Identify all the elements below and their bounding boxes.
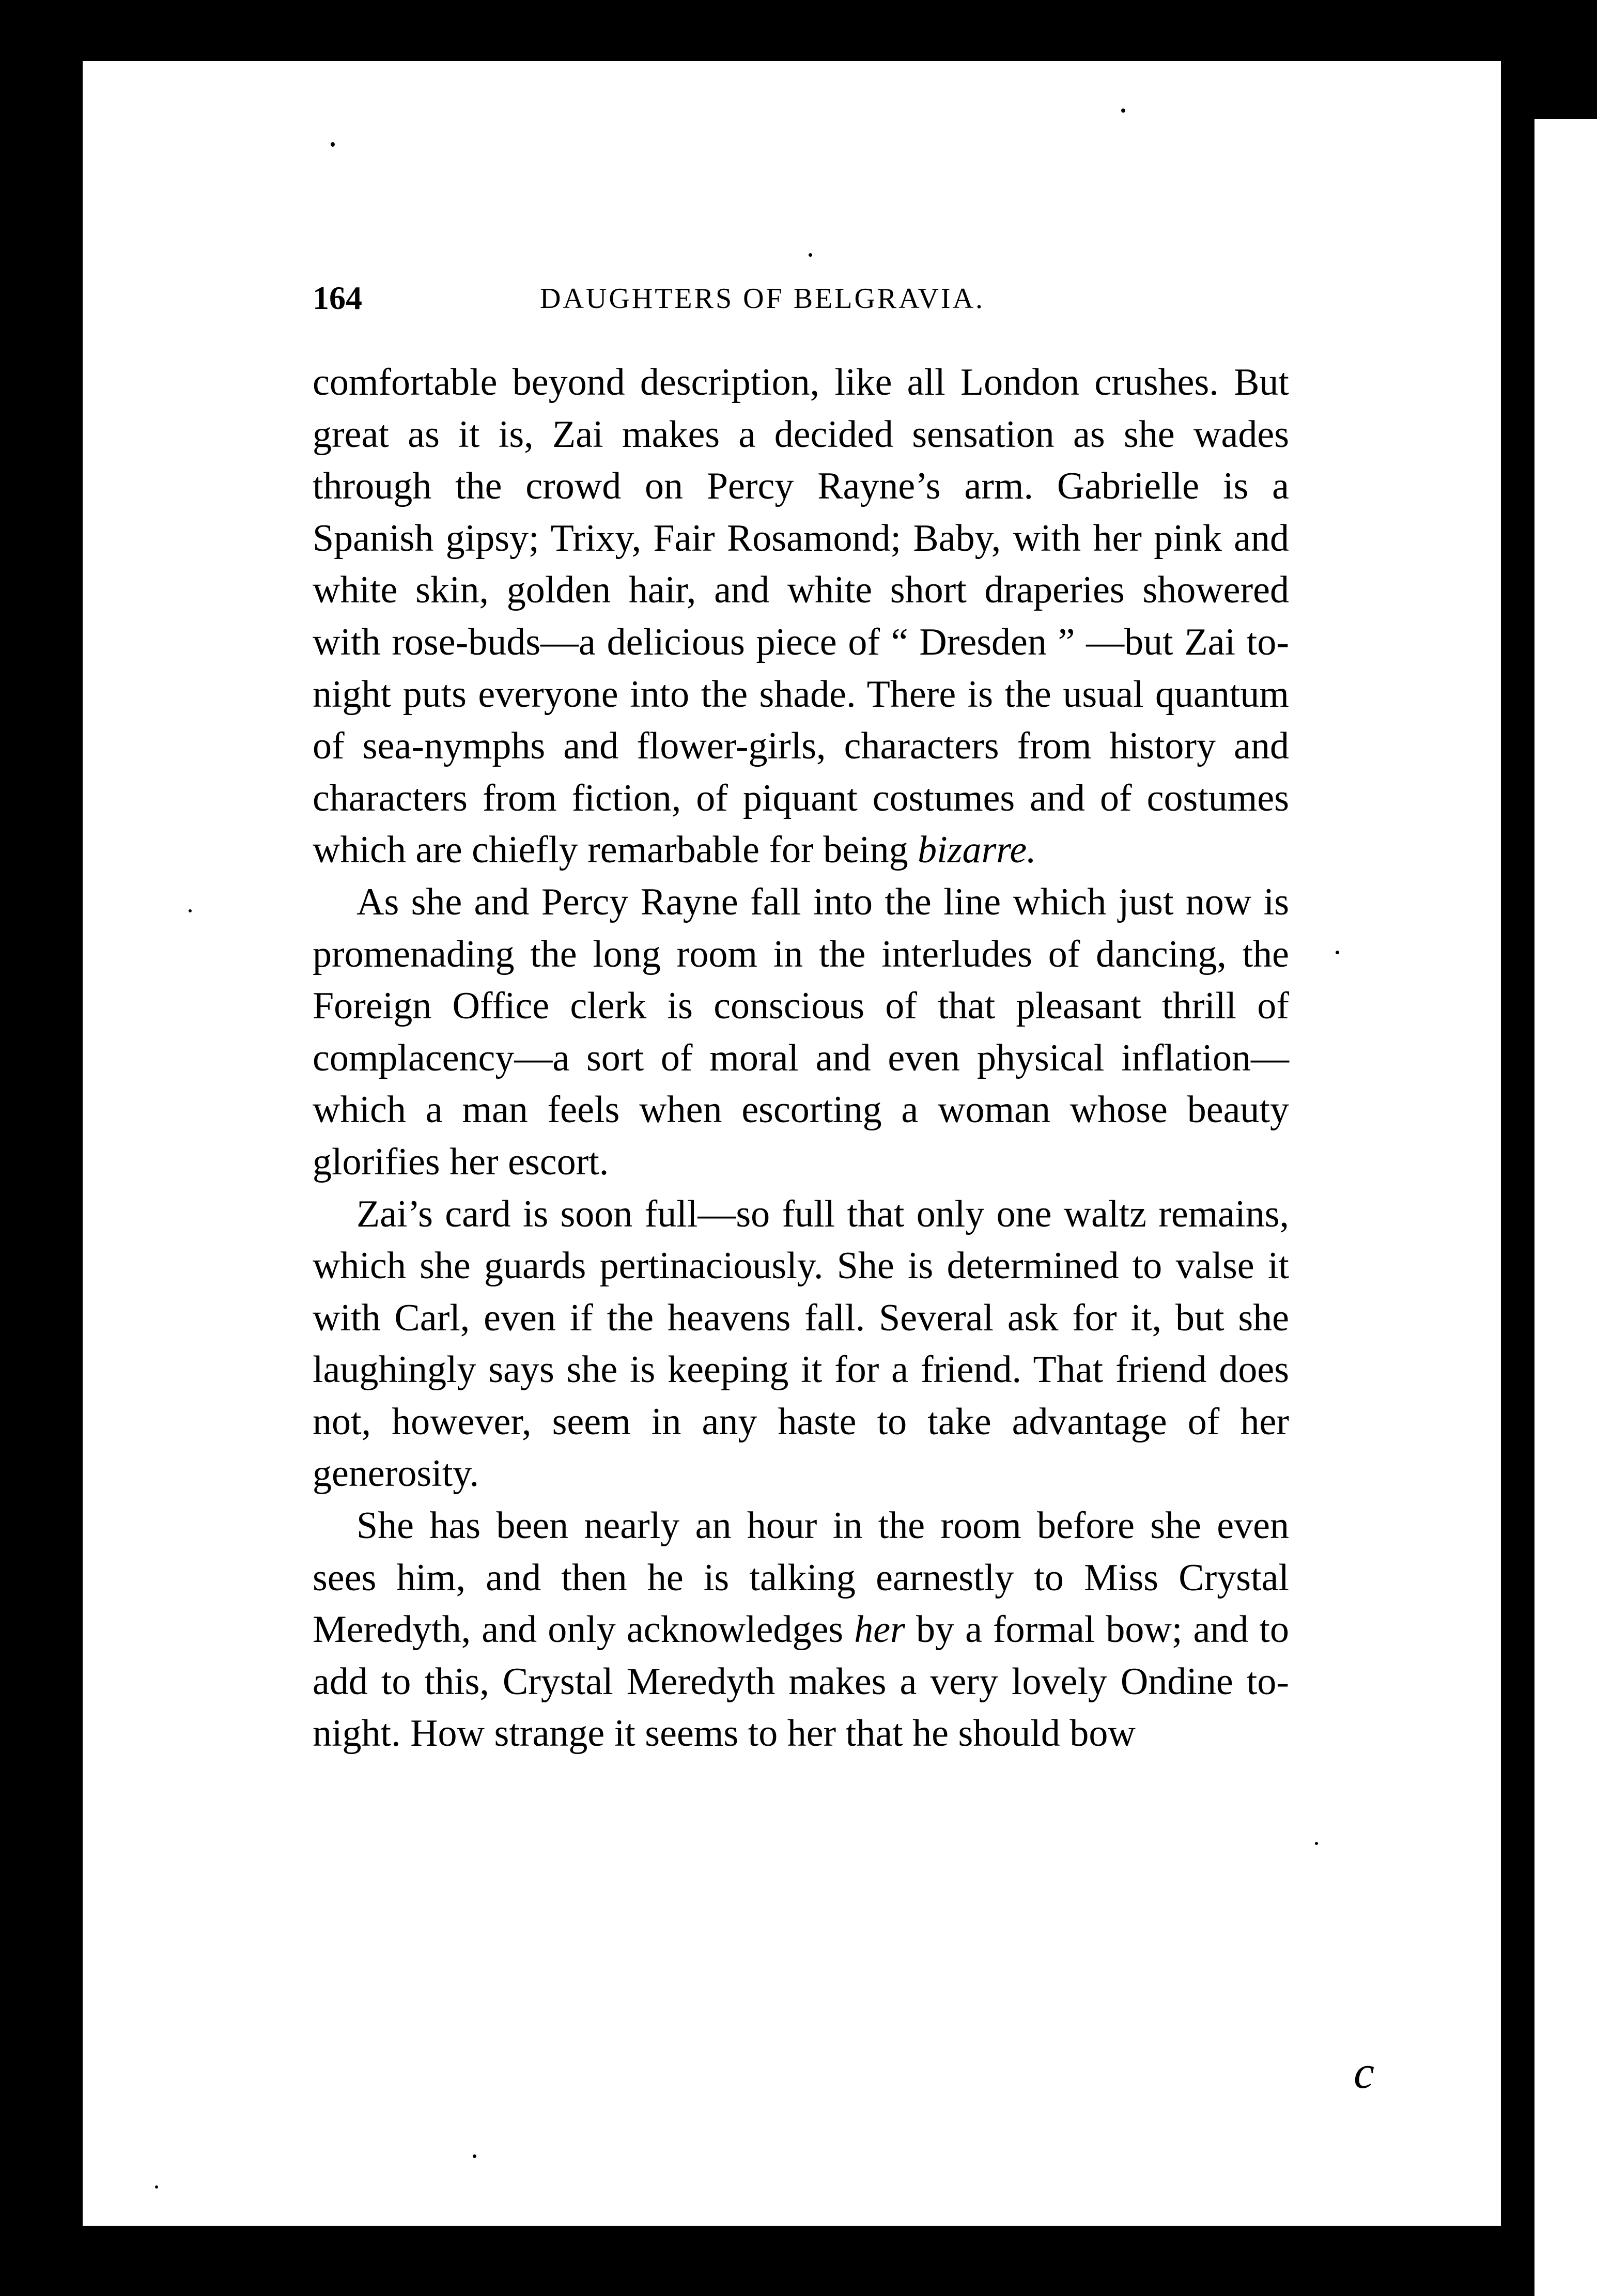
paragraph-text: by a formal bow; and to add to this, Crystal Meredyth makes a very lovely Ondine to-night. How strange it seems to her that he should bow: [313, 1608, 1289, 1755]
paragraph: [313, 1188, 1289, 1500]
paragraph-text: She has been nearly an hour in the room before she even sees him, and then he is talking earnestly to Miss Crystal Meredyth, and only acknowledges: [313, 1504, 1289, 1651]
body-text: [313, 356, 1289, 1760]
paragraph-text: Zai’s card is soon full—so full that only one waltz remains, which she guards pertinaciously. She is determined to valse it with Carl, even if the heavens fall. Several ask for it, but she laughingly says she is keeping it for a friend. That friend does not, however, seem in any haste to take advantage of her generosity.: [313, 1192, 1289, 1495]
page-number: 164: [313, 280, 362, 316]
paragraph-text: comfortable beyond description, like all London crushes. But great as it is, Zai makes a decided sensation as she wades through the crowd on Percy Rayne’s arm. Gabrielle is a Spanish gipsy; Trixy, Fair Rosamond; Baby, with her pink and white skin, golden hair, and white short draperies showered with rose-buds—a delicious piece of “ Dresden ” —but Zai to-night puts everyone into the shade. There is the usual quantum of sea-nymphs and flower-girls, characters from history and characters from fiction, of piquant costumes and of costumes which are chiefly remarbable for being: [313, 361, 1289, 872]
page-gutter-shadow: [1501, 62, 1534, 2296]
facing-page-edge: [1534, 119, 1597, 2296]
paragraph-text: As she and Percy Rayne fall into the line which just now is promenading the long room in the interludes of dancing, the Foreign Office clerk is conscious of that pleasant thrill of complacency—a sort of moral and even physical inflation—which a man feels when escorting a woman whose beauty glorifies her escort.: [313, 880, 1289, 1183]
italic-word: her: [854, 1608, 905, 1651]
dust-speck: [189, 909, 192, 912]
dust-speck: [331, 142, 335, 147]
paragraph: [313, 356, 1289, 876]
dust-speck: [473, 2154, 476, 2158]
running-title: DAUGHTERS OF BELGRAVIA.: [540, 283, 985, 315]
running-header: [313, 279, 1325, 328]
dust-speck: [1336, 951, 1339, 954]
dust-speck: [1315, 1842, 1318, 1845]
paragraph: [313, 876, 1289, 1188]
dust-speck: [155, 2185, 158, 2189]
dust-speck: [809, 253, 812, 257]
stray-ink-mark: c: [1354, 2047, 1374, 2098]
italic-word: bizarre.: [918, 829, 1036, 872]
paragraph: [313, 1500, 1289, 1760]
dust-speck: [1121, 108, 1125, 113]
